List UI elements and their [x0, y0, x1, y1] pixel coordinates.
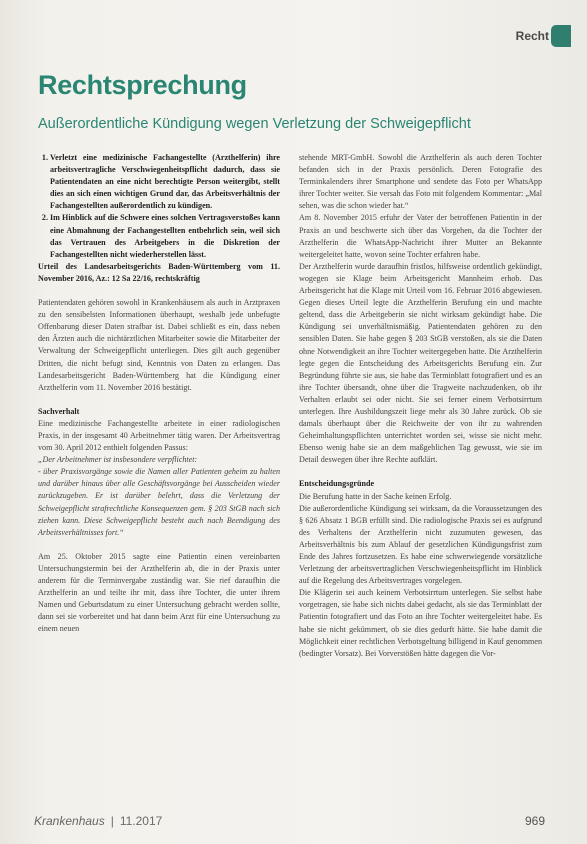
- reasons-paragraph-2: Die außerordentliche Kündigung sei wirksam, da die Voraussetzungen des § 626 Absatz 1 BGB erfüllt sind. Die radiologische Praxis sei es aufgrund des Verhaltens der Arzthelferin nicht zuzumuten gewesen, das Arbeitsverhältnis bis zum Ablauf der gesetzlichen Kündigungsfrist zum Ende des Jahres fortzusetzen. Es habe eine schwerwiegende vorsätzliche Verletzung der arbeitsvertraglichen Verschwiegenheitspflicht im Hinblick auf die Regelung des Arbeitsvertrages vorgelegen.: [299, 503, 542, 586]
- page-title: Rechtsprechung: [38, 70, 247, 100]
- facts-paragraph-2: Am 25. Oktober 2015 sagte eine Patientin einen vereinbarten Untersuchungstermin bei der Arzthelferin ab, die in der Praxis unter anderem für die Terminvergabe zuständig war. Sie rief daraufhin die Arzthelferin an und teilte ihr mit, dass ihre Tochter, die unter ihrem Namen und Geburtsdatum zu einer Untersuchung gebracht werden sollte, dann sei sie vorbereitet und hat dann beim Arzt für eine Untersuchung zu einem neuen: [38, 551, 280, 634]
- facts-paragraph: Eine medizinische Fachangestellte arbeitete in einer radiologischen Praxis, in der insgesamt 40 Arbeitnehmer tätig waren. Der Arbeitsvertrag vom 30. April 2012 enthielt folgenden Passus:: [38, 418, 280, 453]
- facts-heading: Sachverhalt: [38, 406, 80, 416]
- issue-number: 11.2017: [119, 814, 163, 828]
- contract-quote-1: „Der Arbeitnehmer ist insbesondere verpflichtet:: [38, 455, 198, 465]
- page-subtitle: Außerordentliche Kündigung wegen Verletzung der Schweigepflicht: [38, 116, 471, 132]
- right-paragraph-2: Am 8. November 2015 erfuhr der Vater der betroffenen Patientin in der Praxis an und beschwerte sich über das Vorgehen, da die Tochter der Arzthelferin die WhatsApp-Nachricht ihrer Mutter an Bekannte weitergeleitet hatte, wovon seine Tochter erfahren habe.: [299, 213, 542, 259]
- intro-paragraph: Patientendaten gehören sowohl in Krankenhäusern als auch in Arztpraxen zu den sensibelsten Informationen überhaupt, weshalb jede unbefugte Offenbarung dieser Daten strafbar ist. Dabei schließt es ein, dass neben den Ärzten auch die nichtärztlichen Mitarbeiter sowie die Mitarbeiter der Verwaltung der Schweigepflicht unterliegen. Dies gilt auch gegenüber Dritten, die nicht befugt sind, Kenntnis von Daten zu erlangen. Das Landesarbeitsgericht Baden-Württemberg hat die Kündigung einer Arzthelferin vom 11. November 2016 bestätigt.: [38, 298, 280, 392]
- footer-divider: |: [110, 814, 114, 828]
- footer: [34, 814, 162, 828]
- right-paragraph-1: stehende MRT-GmbH. Sowohl die Arzthelferin als auch deren Tochter befanden sich in der Praxis persönlich. Deren Fotografie des Terminkalenders ihrer Smartphone und sendete das Foto per WhatsApp ihrer Tochter weiter. Sie versah das Foto mit folgendem Kommentar: „Mal sehen, was die schon wieder hat.“: [299, 153, 542, 211]
- reasons-paragraph-3: Die Klägerin sei auch keinem Verbotsirrtum unterlegen. Sie selbst habe vorgetragen, sie habe sich nichts dabei gedacht, als sie das Terminblatt der Patientin fotografiert und das Foto an ihre Tochter weitergeleitet habe. Es habe sie nicht gekümmert, ob sie dies gedurft hätte. Sie habe damit die Möglichkeit einer rechtlichen Verbotsgeltung billigend in Kauf genommen (bedingter Vorsatz). Bei Vorverstößen hätte dagegen die Vor-: [299, 588, 542, 658]
- headnotes: [38, 152, 280, 261]
- page-number: 969: [524, 814, 545, 828]
- section-tab: Recht: [515, 29, 549, 43]
- section-tab-marker: [551, 25, 571, 47]
- right-paragraph-3: Der Arzthelferin wurde daraufhin fristlos, hilfsweise ordentlich gekündigt, wogegen sie Klage beim Arbeitsgericht Mannheim erhob. Das Arbeitsgericht hat die Klage mit Urteil vom 16. Februar 2016 abgewiesen. Gegen dieses Urteil legte die Arzthelferin Berufung ein und machte geltend, dass die Arbeitgeberin sie nicht wirksam gekündigt habe. Die Kündigung sei unverhältnismäßig. Patientendaten gehören zu den sensiblen Daten. Sie habe gegen § 203 StGB verstoßen, als sie die Daten ohne Notwendigkeit an ihre Tochter weitergegeben hatte. Die Arzthelferin legte gegen die Entscheidung des Arbeitsgerichts Berufung ein. Zur Begründung führte sie aus, sie habe das Terminblatt fotografiert und es an ihre Tochter übersandt, ohne über die Tragweite nachzudenken, ob ihr Verhalten erlaubt sei oder nicht. Sie sei ferner einem Verbotsirrtum unterlegen. Ihre Ausbildungszeit liege mehr als 30 Jahre zurück. Ob sie damals überhaupt über die Reichweite der von ihr zu wahrenden Geheimhaltungspflichten unterrichtet worden sei, wisse sie nicht mehr. Ebenso wenig habe sie an dem maßgeblichen Tag gewusst, wie sie im Detail deswegen über ihre Rechte aufklärt.: [299, 261, 542, 465]
- reasons-paragraph-1: Die Berufung hatte in der Sache keinen Erfolg.: [299, 491, 452, 501]
- contract-quote-2: - über Praxisvorgänge sowie die Namen aller Patienten geheim zu halten und darüber hinaus über alle Geschäftsvorgänge bei Ausscheiden wieder zurückzugeben. Er ist darüber belehrt, dass die Verletzung der Schweigepflicht strafrechtliche Konsequenzen gem. § 203 StGB nach sich ziehen kann. Diese Schweigepflicht besteht auch nach Beendigung des Arbeitsverhältnisses fort.“: [38, 467, 280, 537]
- headnote-2: 2. Im Hinblick auf die Schwere eines solchen Vertragsverstoßes kann eine Abmahnung der Fachangestellten entbehrlich sein, weil sich das Vertrauen des Arbeitgebers in die Diskretion der Fachangestellten nicht wiederherstellen lässt.: [50, 212, 280, 260]
- left-column: [38, 152, 280, 635]
- right-column: [299, 152, 542, 660]
- reasons-heading: Entscheidungsgründe: [299, 479, 375, 489]
- headnote-1: 1. Verletzt eine medizinische Fachangestellte (Arzthelferin) ihre arbeitsvertragliche Verschwiegenheitspflicht dadurch, dass sie Patientendaten an eine nicht berechtigte Person weitergibt, stellt dies an sich einen wichtigen Grund dar, das Arbeitsverhältnis der Fachangestellten außerordentlich zu kündigen.: [50, 152, 280, 212]
- source-citation: Urteil des Landesarbeitsgerichts Baden-Württemberg vom 11. November 2016, Az.: 12 Sa 22/16, rechtskräftig: [38, 261, 280, 283]
- journal-logo: Krankenhaus: [34, 814, 105, 828]
